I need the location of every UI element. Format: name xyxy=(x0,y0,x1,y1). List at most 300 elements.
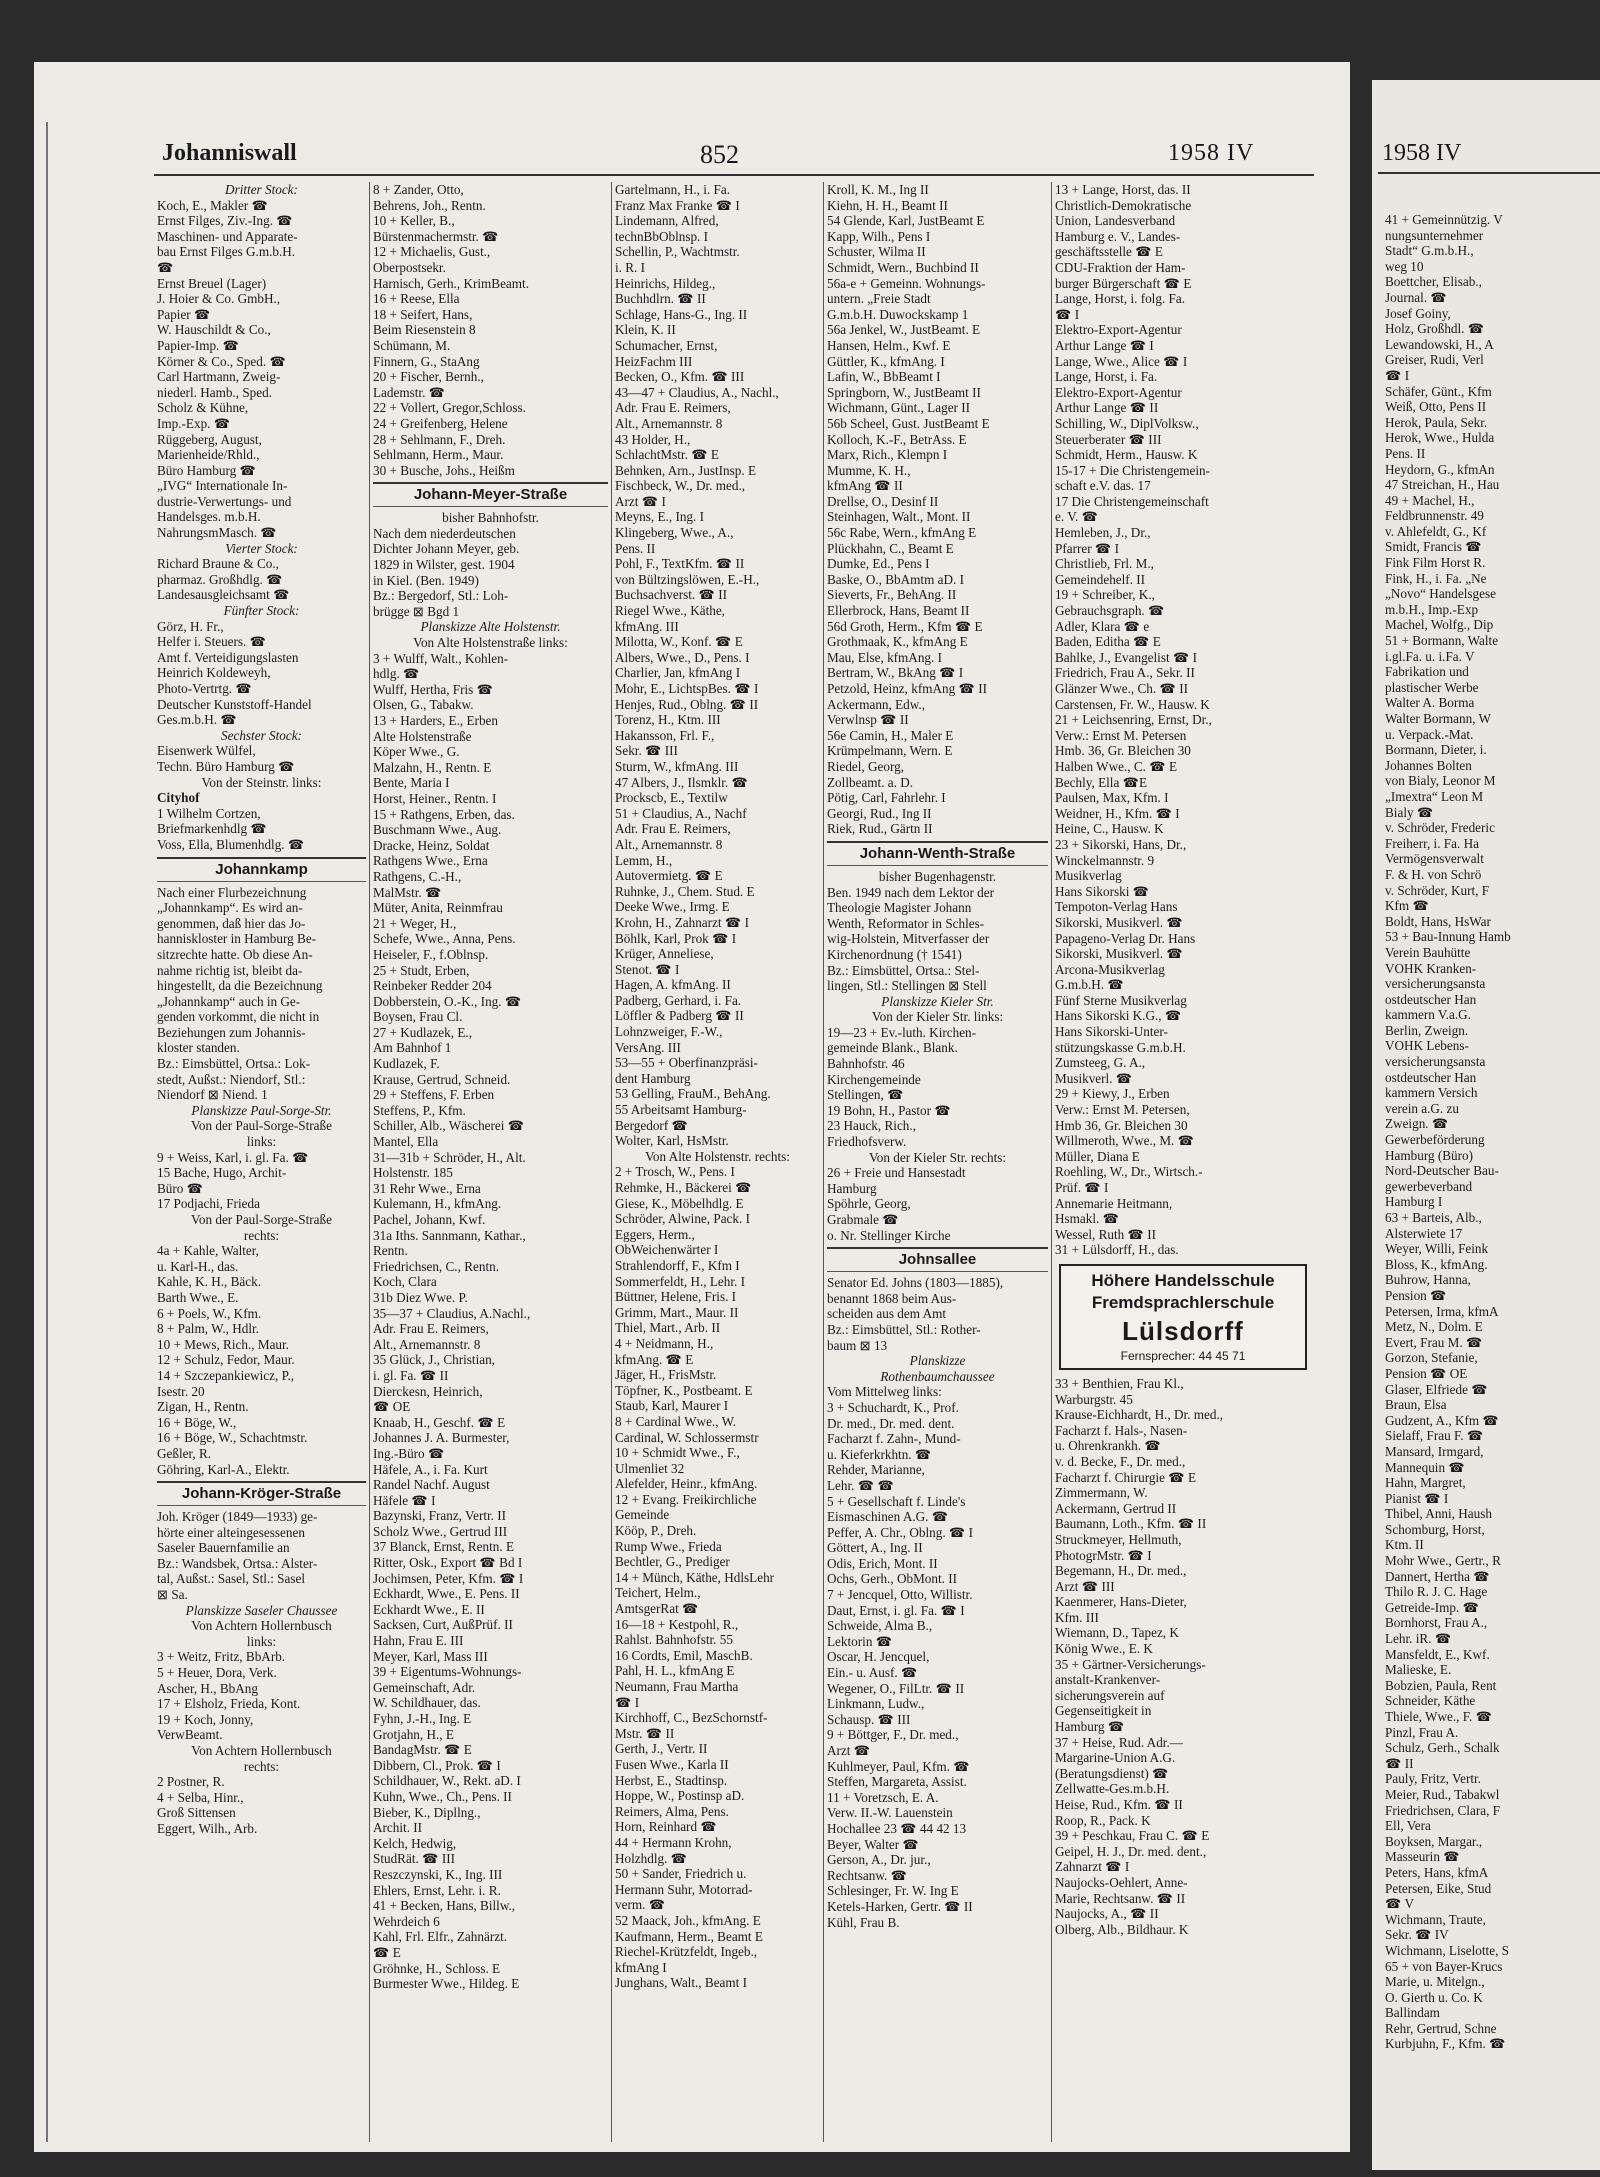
directory-entry: Petzold, Heinz, kfmAng ☎ II xyxy=(827,681,987,696)
directory-entry: „IVG“ Internationale In- xyxy=(157,478,288,494)
direction-note: rechts: xyxy=(243,1227,280,1243)
directory-entry: schaft e.V. das. 17 xyxy=(1055,478,1151,494)
directory-entry: Schlesinger, Fr. W. Ing E xyxy=(827,1883,959,1899)
directory-entry: Bz.: Eimsbüttel, Stl.: Rother- xyxy=(827,1321,981,1337)
directory-entry: AmtsgerRat ☎ xyxy=(615,1601,699,1617)
directory-entry: Ulmenliet 32 xyxy=(615,1460,685,1476)
floor-or-plan-note: Planskizze Saseler Chaussee xyxy=(185,1602,338,1618)
floor-or-plan-note: Planskizze Paul-Sorge-Str. xyxy=(191,1102,332,1118)
directory-entry: MalMstr. ☎ xyxy=(373,884,442,900)
directory-entry: Drellse, O., Desinf II xyxy=(827,493,939,509)
directory-entry: Bloss, K., kfmAng. xyxy=(1385,1256,1488,1272)
directory-entry: 51 + Claudius, A., Nachf xyxy=(615,805,747,821)
directory-page xyxy=(34,62,1350,2152)
directory-entry: Spöhrle, Georg, xyxy=(827,1196,911,1212)
directory-entry: Bergedorf ☎ xyxy=(615,1117,688,1133)
directory-entry: 43 Holder, H., xyxy=(615,431,691,447)
directory-entry: Teichert, Helm., xyxy=(615,1585,701,1601)
directory-entry: VersAng. III xyxy=(615,1039,681,1055)
directory-entry: 18 + Seifert, Hans, xyxy=(373,306,473,322)
directory-entry: u. Verpack.-Mat. xyxy=(1385,726,1474,742)
next-page-header-rule xyxy=(1378,172,1600,174)
directory-entry: Lewandowski, H., A xyxy=(1385,336,1494,352)
directory-entry: 6 + Poels, W., Kfm. xyxy=(157,1305,262,1321)
directory-entry: Journal. ☎ xyxy=(1385,289,1447,305)
directory-entry: Burmester Wwe., Hildeg. E xyxy=(373,1976,520,1992)
directory-entry: Rehder, Marianne, xyxy=(827,1462,925,1478)
directory-entry: 23 Hauck, Rich., xyxy=(827,1118,916,1134)
directory-entry: plastischer Werbe xyxy=(1385,679,1479,695)
directory-entry: Krause-Eichhardt, H., Dr. med., xyxy=(1055,1407,1224,1423)
directory-entry: Ochs, Gerh., ObMont. II xyxy=(827,1571,958,1587)
directory-entry: Kiehn, H. H., Beamt II xyxy=(827,197,948,213)
directory-entry: 27 + Kudlazek, E., xyxy=(373,1024,472,1040)
directory-entry: 8 + Palm, W., Hdlr. xyxy=(157,1321,259,1337)
directory-entry: Verw. II.-W. Lauenstein xyxy=(827,1805,953,1821)
directory-entry: Zigan, H., Rentn. xyxy=(157,1399,249,1415)
directory-entry: ☎ V xyxy=(1385,1896,1415,1912)
directory-entry: 16 + Böge, W., Schachtmstr. xyxy=(157,1430,308,1446)
directory-entry: 14 + Szczepankiewicz, P., xyxy=(157,1367,295,1383)
directory-entry: Kirchhoff, C., BezSchornstf- xyxy=(615,1710,768,1726)
directory-entry: Jäger, H., FrisMstr. xyxy=(615,1367,717,1383)
directory-entry: Klingeberg, Wwe., A., xyxy=(615,525,734,541)
directory-entry: Walter Bormann, W xyxy=(1385,711,1491,726)
directory-entry: 56a-e + Gemeinn. Wohnungs- xyxy=(827,275,986,291)
directory-entry: Carstensen, Fr. W., Hausw. K xyxy=(1055,696,1210,712)
directory-entry: Häfele ☎ I xyxy=(373,1492,436,1508)
directory-entry: Sikorski, Musikverl. ☎ xyxy=(1055,946,1183,962)
directory-entry: Harnisch, Gerh., KrimBeamt. xyxy=(373,275,530,291)
directory-entry: Sommerfeldt, H., Lehr. I xyxy=(615,1273,746,1289)
directory-entry: sitzrechte hatte. Ob diese An- xyxy=(157,946,313,962)
directory-entry: Landesausgleichsamt ☎ xyxy=(157,587,290,603)
directory-entry: kloster standen. xyxy=(157,1040,240,1056)
directory-entry: W. Hauschildt & Co., xyxy=(157,322,271,338)
directory-entry: Mansfeldt, E., Kwf. xyxy=(1385,1646,1490,1662)
directory-entry: Holzhdlg. ☎ xyxy=(615,1850,688,1866)
directory-entry: Walter A. Borma xyxy=(1385,695,1475,711)
directory-entry: Schellin, P., Wachtmstr. xyxy=(615,244,740,260)
directory-entry: i.gl.Fa. u. i.Fa. V xyxy=(1385,648,1475,664)
directory-entry: Zimmermann, W. xyxy=(1055,1485,1148,1501)
directory-entry: Mau, Else, kfmAng. I xyxy=(827,649,943,665)
directory-entry: „Johannkamp“ auch in Ge- xyxy=(157,993,301,1009)
directory-entry: 55 Arbeitsamt Hamburg- xyxy=(615,1102,747,1118)
directory-entry: Koch, E., Makler ☎ xyxy=(157,197,268,213)
directory-entry: u. Kieferkrkhtn. ☎ xyxy=(827,1446,932,1462)
directory-entry: v. Schröder, Kurt, F xyxy=(1385,882,1490,898)
directory-entry: Senator Ed. Johns (1803—1885), xyxy=(827,1275,1004,1291)
directory-entry: Greiser, Rudi, Verl xyxy=(1385,352,1484,368)
directory-entry: VerwBeamt. xyxy=(157,1727,223,1743)
street-heading: Johannkamp xyxy=(157,857,366,882)
directory-entry: Steinhagen, Walt., Mont. II xyxy=(827,509,971,525)
directory-entry: Arzt ☎ III xyxy=(1055,1578,1115,1594)
directory-entry: Bertram, W., BkAng ☎ I xyxy=(827,665,964,681)
directory-entry: Adler, Klara ☎ e xyxy=(1055,618,1150,634)
directory-entry: Reimers, Alma, Pens. xyxy=(615,1803,729,1819)
directory-entry: SchlachtMstr. ☎ E xyxy=(615,447,719,463)
directory-entry: o. Nr. Stellinger Kirche xyxy=(827,1227,951,1243)
directory-entry: Koch, Clara xyxy=(373,1274,437,1290)
directory-entry: pharmaz. Großhdlg. ☎ xyxy=(157,571,283,587)
directory-entry: Helfer i. Steuers. ☎ xyxy=(157,634,267,650)
directory-entry: Heine, C., Hausw. K xyxy=(1055,821,1164,837)
directory-entry: Grimm, Mart., Maur. II xyxy=(615,1304,739,1320)
directory-entry: Boldt, Hans, HsWar xyxy=(1385,913,1491,929)
building-name: Cityhof xyxy=(157,790,200,806)
directory-entry: Güttler, K., kfmAng. I xyxy=(827,353,945,369)
directory-entry: 12 + Michaelis, Gust., xyxy=(373,244,491,260)
directory-entry: Berlin, Zweign. xyxy=(1385,1022,1469,1038)
directory-entry: Hahn, Frau E. III xyxy=(373,1633,464,1649)
directory-entry: 14 + Münch, Käthe, HdlsLehr xyxy=(615,1569,775,1585)
directory-entry: Büro Hamburg ☎ xyxy=(157,462,256,478)
directory-entry: Kroll, K. M., Ing II xyxy=(827,182,929,197)
directory-entry: Müter, Anita, Reinmfrau xyxy=(373,900,503,916)
directory-entry: stützungskasse G.m.b.H. xyxy=(1055,1039,1186,1055)
directory-entry: niederl. Hamb., Sped. xyxy=(157,384,272,400)
directory-entry: Schümann, M. xyxy=(373,337,451,353)
directory-entry: Knaab, H., Geschf. ☎ E xyxy=(373,1414,506,1430)
directory-entry: Töpfner, K., Postbeamt. E xyxy=(615,1382,753,1398)
page-edge-line xyxy=(46,122,48,2142)
directory-entry: Kelch, Hedwig, xyxy=(373,1835,457,1851)
directory-entry: Müller, Diana E xyxy=(1055,1148,1140,1164)
directory-entry: Stadt“ G.m.b.H., xyxy=(1385,243,1474,259)
directory-entry: Sieverts, Fr., BehAng. II xyxy=(827,587,957,603)
directory-entry: Reszczynski, K., Ing. III xyxy=(373,1866,503,1882)
directory-entry: baum ⊠ 13 xyxy=(827,1337,888,1353)
directory-entry: bau Ernst Filges G.m.b.H. xyxy=(157,244,296,260)
directory-entry: Lange, Horst, i. Fa. xyxy=(1055,369,1158,385)
directory-entry: Pohl, F., TextKfm. ☎ II xyxy=(615,556,745,572)
directory-entry: 19 + Koch, Jonny, xyxy=(157,1711,254,1727)
directory-entry: Alt., Arnemannstr. 8 xyxy=(615,836,723,852)
directory-entry: Pauly, Fritz, Vertr. xyxy=(1385,1771,1481,1787)
directory-entry: „Novo“ Handelsgese xyxy=(1385,586,1496,602)
directory-entry: Lemm, H., xyxy=(615,852,673,868)
directory-entry: Bente, Maria I xyxy=(373,775,450,791)
directory-entry: Kaenmerer, Hans-Dieter, xyxy=(1055,1594,1187,1610)
directory-entry: Facharzt f. Chirurgie ☎ E xyxy=(1055,1469,1197,1485)
directory-entry: Nach einer Flurbezeichnung xyxy=(157,884,307,900)
directory-entry: Bazynski, Franz, Vertr. II xyxy=(373,1508,507,1524)
directory-entry: BandagMstr. ☎ E xyxy=(373,1742,472,1758)
directory-entry: 31a Iths. Sannmann, Kathar., xyxy=(373,1227,526,1243)
directory-entry: Cardinal, W. Schlossermstr xyxy=(615,1429,759,1445)
directory-entry: 10 + Keller, B., xyxy=(373,213,455,229)
directory-entry: Mumme, K. H., xyxy=(827,462,911,478)
directory-entry: gemeinde Blank., Blank. xyxy=(827,1040,958,1056)
directory-entry: Adr. Frau E. Reimers, xyxy=(615,821,731,837)
directory-entry: 9 + Weiss, Karl, i. gl. Fa. ☎ xyxy=(157,1149,309,1165)
column-5 xyxy=(1051,182,1314,2142)
directory-entry: verm. ☎ xyxy=(615,1897,666,1913)
directory-entry: Gebrauchsgraph. ☎ xyxy=(1055,603,1165,619)
directory-entry: Papier ☎ xyxy=(157,306,211,322)
directory-entry: Fink Film Horst R. xyxy=(1385,555,1486,571)
directory-entry: Schomburg, Horst, xyxy=(1385,1521,1485,1537)
directory-entry: 9 + Böttger, F., Dr. med., xyxy=(827,1727,959,1743)
directory-entry: 63 + Barteis, Alb., xyxy=(1385,1210,1482,1225)
directory-entry: J. Hoier & Co. GmbH., xyxy=(157,291,281,307)
directory-entry: 19—23 + Ev.-luth. Kirchen- xyxy=(827,1024,977,1040)
directory-entry: 50 + Sander, Friedrich u. xyxy=(615,1866,747,1882)
directory-entry: Dannert, Hertha ☎ xyxy=(1385,1568,1490,1584)
directory-entry: 19 Bohn, H., Pastor ☎ xyxy=(827,1102,951,1118)
directory-entry: Elektro-Export-Agentur xyxy=(1055,322,1182,338)
directory-entry: 17 Podjachi, Frieda xyxy=(157,1196,260,1212)
directory-entry: 13 + Lange, Horst, das. II xyxy=(1055,182,1191,197)
directory-entry: Mannequin ☎ xyxy=(1385,1459,1465,1475)
directory-entry: ⊠ Sa. xyxy=(157,1587,188,1603)
directory-entry: Schuster, Wilma II xyxy=(827,244,926,260)
directory-entry: Theologie Magister Johann xyxy=(827,900,972,916)
directory-entry: kfmAng I xyxy=(615,1959,667,1975)
floor-or-plan-note: Dritter Stock: xyxy=(225,182,298,197)
directory-entry: F. & H. von Schrö xyxy=(1385,866,1482,882)
directory-entry: 16—18 + Kestpohl, R., xyxy=(615,1616,739,1632)
directory-entry: in Kiel. (Ben. 1949) xyxy=(373,572,479,588)
directory-entry: Hamburg I xyxy=(1385,1194,1443,1210)
directory-entry: Feldbrunnenstr. 49 xyxy=(1385,508,1484,524)
directory-entry: kfmAng. ☎ E xyxy=(615,1351,694,1367)
directory-entry: Weidner, H., Kfm. ☎ I xyxy=(1055,805,1180,821)
directory-entry: 54 Glende, Karl, JustBeamt E xyxy=(827,213,985,229)
directory-entry: 4 + Neidmann, H., xyxy=(615,1335,714,1351)
directory-entry: ☎ xyxy=(157,259,174,275)
directory-entry: Ernst Breuel (Lager) xyxy=(157,275,267,291)
directory-entry: Ascher, H., BbAng xyxy=(157,1680,258,1696)
directory-entry: Ballindam xyxy=(1385,2005,1440,2021)
directory-entry: Ellerbrock, Hans, Beamt II xyxy=(827,603,970,619)
directory-entry: Franz Max Franke ☎ I xyxy=(615,197,740,213)
directory-entry: Kolloch, K.-F., BetrAss. E xyxy=(827,431,967,447)
directory-entry: e. V. ☎ xyxy=(1055,509,1099,525)
running-head-street: Johanniswall xyxy=(162,140,297,166)
direction-note: Von der Paul-Sorge-Straße xyxy=(191,1118,332,1134)
directory-entry: hanniskloster in Hamburg Be- xyxy=(157,931,317,947)
column-1 xyxy=(154,182,369,2142)
directory-entry: Nach dem niederdeutschen xyxy=(373,525,516,541)
directory-entry: Evert, Frau M. ☎ xyxy=(1385,1334,1483,1350)
ad-line-1: Höhere Handelsschule xyxy=(1091,1270,1275,1290)
directory-entry: Nord-Deutscher Bau- xyxy=(1385,1163,1499,1179)
directory-entry: NahrungsmMasch. ☎ xyxy=(157,525,277,541)
directory-entry: Fabrikation und xyxy=(1385,664,1469,680)
directory-entry: Verein Bauhütte xyxy=(1385,944,1471,960)
directory-entry: Malieske, E. xyxy=(1385,1662,1452,1678)
directory-entry: Alt., Arnemannstr. 8 xyxy=(615,415,723,431)
directory-entry: Friedrichsen, Clara, F xyxy=(1385,1802,1500,1818)
directory-entry: Schneider, Käthe xyxy=(1385,1693,1476,1709)
directory-entry: Kirchengemeinde xyxy=(827,1071,921,1087)
directory-entry: O. Gierth u. Co. K xyxy=(1385,1989,1483,2005)
directory-entry: Smidt, Francis ☎ xyxy=(1385,539,1482,555)
directory-entry: 37 + Heise, Rud. Adr.— xyxy=(1055,1734,1183,1750)
directory-entry: Arthur Lange ☎ II xyxy=(1055,400,1159,416)
directory-entry: anstalt-Krankenver- xyxy=(1055,1672,1161,1688)
directory-entry: brügge ⊠ Bgd 1 xyxy=(373,603,460,619)
floor-or-plan-note: Planskizze Alte Holstenstr. xyxy=(420,619,561,635)
directory-entry: Büttner, Helene, Fris. I xyxy=(615,1289,737,1305)
directory-entry: Ges.m.b.H. ☎ xyxy=(157,712,237,728)
directory-entry: Beyer, Walter ☎ xyxy=(827,1836,919,1852)
directory-entry: Odis, Erich, Mont. II xyxy=(827,1555,938,1571)
street-heading: Johann-Kröger-Straße xyxy=(157,1481,366,1506)
directory-entry: Archit. II xyxy=(373,1820,423,1836)
directory-entry: Alefelder, Heinr., kfmAng. xyxy=(615,1476,758,1492)
directory-entry: Schausp. ☎ III xyxy=(827,1711,911,1727)
directory-entry: Neumann, Frau Martha xyxy=(615,1679,739,1694)
directory-entry: Herok, Paula, Sekr. xyxy=(1385,414,1488,430)
directory-entry: Thilo R. J. C. Hage xyxy=(1385,1584,1488,1600)
directory-entry: Meyer, Karl, Mass III xyxy=(373,1648,488,1664)
direction-note: Von der Paul-Sorge-Straße xyxy=(191,1212,332,1227)
directory-entry: Oberpostsekr. xyxy=(373,259,446,275)
directory-entry: Mohr, E., LichtspBes. ☎ I xyxy=(615,681,759,696)
directory-entry: Bechly, Ella ☎E xyxy=(1055,774,1148,790)
direction-note: links: xyxy=(246,1633,277,1649)
directory-entry: Kahle, K. H., Bäck. xyxy=(157,1274,262,1290)
column-3 xyxy=(611,182,823,2142)
directory-entry: VOHK Lebens- xyxy=(1385,1038,1469,1054)
directory-entry: Gerson, A., Dr. jur., xyxy=(827,1852,931,1868)
directory-entry: 39 + Peschkau, Frau C. ☎ E xyxy=(1055,1828,1210,1844)
directory-entry: Steuerberater ☎ III xyxy=(1055,431,1162,447)
directory-entry: ☎ OE xyxy=(373,1399,411,1415)
directory-entry: 29 + Kiewy, J., Erben xyxy=(1055,1086,1170,1102)
directory-entry: Buschmann Wwe., Aug. xyxy=(373,822,502,838)
directory-entry: Christlieb, Frl. M., xyxy=(1055,556,1154,572)
directory-entry: Pahl, H. L., kfmAng E xyxy=(615,1663,735,1679)
directory-entry: 7 + Jencquel, Otto, Willistr. xyxy=(827,1587,973,1603)
directory-entry: Heiseler, F., f.Oblnsp. xyxy=(373,946,489,962)
directory-entry: 23 + Sikorski, Hans, Dr., xyxy=(1055,836,1187,852)
directory-entry: Alte Holstenstraße xyxy=(373,728,472,744)
directory-entry: Scholz & Kühne, xyxy=(157,400,249,416)
directory-entry: Johannes J. A. Burmester, xyxy=(373,1430,510,1446)
directory-entry: 15 + Rathgens, Erben, das. xyxy=(373,806,515,822)
directory-entry: Papageno-Verlag Dr. Hans xyxy=(1055,930,1196,946)
directory-entry: Lafin, W., BbBeamt I xyxy=(827,369,941,385)
directory-entry: Eggers, Herm., xyxy=(615,1226,695,1242)
directory-entry: Gartelmann, H., i. Fa. xyxy=(615,182,730,197)
direction-note: links: xyxy=(246,1134,277,1150)
directory-entry: Petersen, Irma, kfmA xyxy=(1385,1303,1499,1319)
directory-entry: Wenth, Reformator in Schles- xyxy=(827,915,985,931)
directory-entry: Hakansson, Frl. F., xyxy=(615,727,715,743)
directory-entry: Sacksen, Curt, AußPrüf. II xyxy=(373,1617,513,1633)
directory-entry: Geßler, R. xyxy=(157,1445,212,1461)
directory-entry: Ernst Filges, Ziv.-Ing. ☎ xyxy=(157,213,293,229)
directory-entry: Ein.- u. Ausf. ☎ xyxy=(827,1665,918,1681)
directory-entry: 10 + Schmidt Wwe., F., xyxy=(615,1445,740,1461)
directory-entry: Hagen, A. kfmAng. II xyxy=(615,977,731,993)
directory-entry: Hansen, Helm., Kwf. E xyxy=(827,337,951,353)
directory-entry: Schiller, Alb., Wäscherei ☎ xyxy=(373,1118,525,1134)
directory-entry: 30 + Busche, Johs., Heißm xyxy=(373,462,515,478)
directory-entry: Bz.: Bergedorf, Stl.: Loh- xyxy=(373,588,509,604)
directory-entry: Wiemann, D., Tapez, K xyxy=(1055,1625,1179,1641)
directory-entry: Rathgens Wwe., Erna xyxy=(373,853,488,869)
directory-entry: Scholz Wwe., Gertrud III xyxy=(373,1523,508,1539)
directory-entry: Facharzt f. Hals-, Nasen- xyxy=(1055,1422,1188,1438)
directory-entry: Hans Sikorski ☎ xyxy=(1055,883,1150,899)
directory-entry: Annemarie Heitmann, xyxy=(1055,1195,1173,1211)
directory-entry: 52 Maack, Joh., kfmAng. E xyxy=(615,1912,761,1928)
directory-entry: Lektorin ☎ xyxy=(827,1633,893,1649)
directory-entry: Roehling, W., Dr., Wirtsch.- xyxy=(1055,1164,1203,1180)
directory-entry: burger Bürgerschaft ☎ E xyxy=(1055,275,1192,291)
directory-entry: Josef Goiny, xyxy=(1385,305,1451,321)
directory-entry: 21 + Weger, H., xyxy=(373,915,457,931)
directory-entry: Meyns, E., Ing. I xyxy=(615,509,705,525)
directory-entry: 35—37 + Claudius, A.Nachl., xyxy=(373,1305,531,1321)
directory-entry: Rüggeberg, August, xyxy=(157,431,262,447)
directory-entry: Adr. Frau E. Reimers, xyxy=(373,1321,489,1337)
directory-entry: Thibel, Anni, Haush xyxy=(1385,1506,1492,1522)
directory-entry: untern. „Freie Stadt xyxy=(827,291,931,307)
directory-entry: Eismaschinen A.G. ☎ xyxy=(827,1509,949,1525)
directory-entry: Richard Braune & Co., xyxy=(157,556,279,572)
directory-entry: genden vorkommt, die nicht in xyxy=(157,1009,320,1025)
directory-entry: 25 + Studt, Erben, xyxy=(373,962,470,978)
directory-entry: Petersen, Eike, Stud xyxy=(1385,1880,1492,1896)
directory-entry: Deeke Wwe., Irmg. E xyxy=(615,899,730,915)
direction-note: Von Achtern Hollernbusch xyxy=(191,1618,332,1634)
directory-entry: Göhring, Karl-A., Elektr. xyxy=(157,1461,290,1477)
directory-entry: Marx, Rich., Klempn I xyxy=(827,447,948,463)
directory-entry: technBbOblnsp. I xyxy=(615,228,709,244)
directory-entry: Groß Sittensen xyxy=(157,1805,236,1821)
directory-entry: Steffen, Margareta, Assist. xyxy=(827,1774,967,1790)
directory-entry: ☎ II xyxy=(1385,1755,1414,1771)
directory-entry: Kudlazek, F. xyxy=(373,1056,440,1072)
directory-entry: Winckelmannstr. 9 xyxy=(1055,852,1155,868)
directory-entry: 47 Albers, J., Ilsmklr. ☎ xyxy=(615,774,748,790)
directory-entry: Bz.: Eimsbüttel, Ortsa.: Lok- xyxy=(157,1056,311,1072)
directory-entry: Hans Sikorski K.G., ☎ xyxy=(1055,1008,1182,1024)
directory-entry: Arcona-Musikverlag xyxy=(1055,961,1165,977)
directory-entry: Adr. Frau E. Reimers, xyxy=(615,400,731,416)
directory-entry: Heydorn, G., kfmAn xyxy=(1385,461,1495,477)
directory-entry: 47 Streichan, H., Hau xyxy=(1385,477,1500,493)
directory-entry: Metz, N., Dolm. E xyxy=(1385,1319,1483,1335)
directory-entry: Pfarrer ☎ I xyxy=(1055,540,1120,556)
directory-entry: Holz, Großhdl. ☎ xyxy=(1385,321,1485,337)
directory-entry: Hans Sikorski-Unter- xyxy=(1055,1024,1168,1040)
directory-entry: Zollbeamt. a. D. xyxy=(827,774,914,790)
directory-entry: Schmidt, Herm., Hausw. K xyxy=(1055,447,1198,463)
directory-entry: v. Schröder, Frederic xyxy=(1385,820,1495,836)
directory-entry: geschäftsstelle ☎ E xyxy=(1055,244,1163,260)
directory-entry: Techn. Büro Hamburg ☎ xyxy=(157,758,295,774)
directory-entry: Gemeinschaft, Adr. xyxy=(373,1679,476,1695)
directory-entry: Stenot. ☎ I xyxy=(615,961,680,977)
direction-note: rechts: xyxy=(243,1758,280,1774)
directory-entry: kammern V.a.G. xyxy=(1385,1007,1471,1023)
directory-entry: Gröhnke, H., Schloss. E xyxy=(373,1960,501,1976)
directory-entry: Steffens, P., Kfm. xyxy=(373,1102,466,1118)
directory-entry: hörte einer alteingesessenen xyxy=(157,1524,305,1540)
directory-entry: Klein, K. II xyxy=(615,322,676,338)
directory-entry: Zahnarzt ☎ I xyxy=(1055,1859,1130,1875)
directory-entry: Lindemann, Alfred, xyxy=(615,213,719,229)
directory-entry: Halben Wwe., C. ☎ E xyxy=(1055,758,1178,774)
